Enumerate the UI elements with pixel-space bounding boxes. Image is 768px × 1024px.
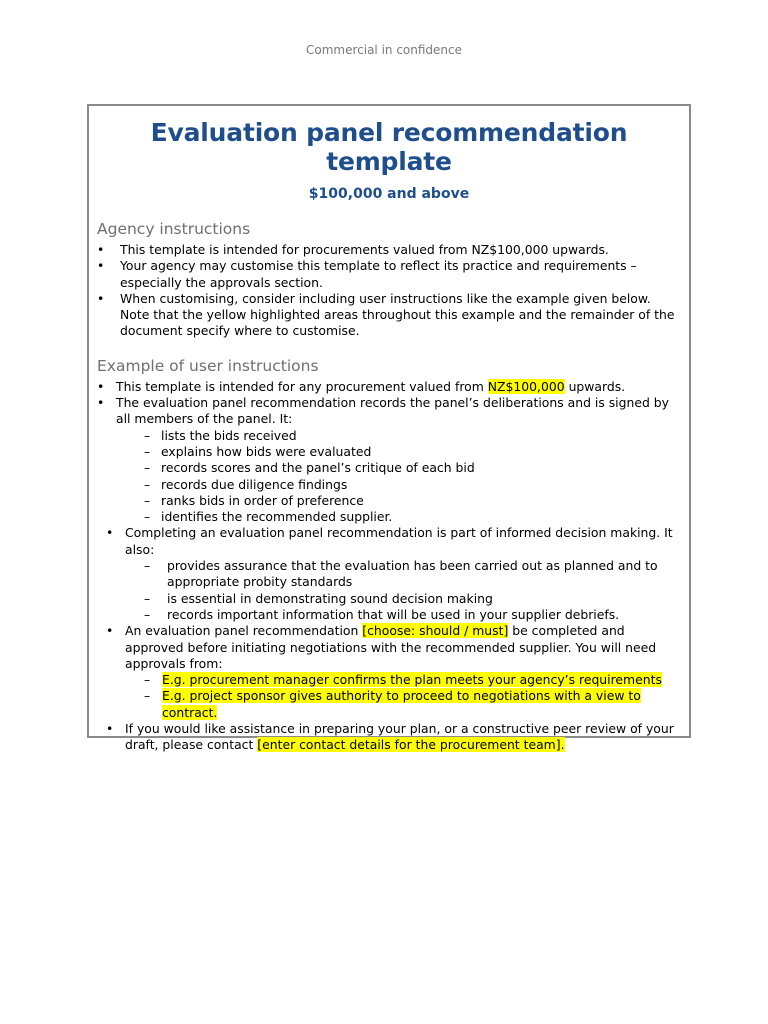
list-item — [97, 525, 681, 623]
sub-list-item: – provides assurance that the evaluation has been carried out as planned and to appropriate probity standards — [125, 558, 681, 591]
highlighted-placeholder: E.g. project sponsor gives authority to proceed to negotiations with a view to contract. — [162, 688, 641, 720]
sub-list-item — [125, 688, 681, 721]
list-item — [97, 395, 681, 525]
document-subtitle: $100,000 and above — [308, 186, 470, 202]
item-text: be completed and approved before initiating negotiations with the recommended supplier. You will need approvals from: — [125, 623, 657, 671]
list-item — [97, 379, 681, 395]
sub-list-item: – ranks bids in order of preference — [116, 493, 681, 509]
user-instructions-heading: Example of user instructions — [97, 356, 319, 375]
sub-list — [125, 558, 681, 623]
highlighted-placeholder: NZ$100,000 — [487, 378, 565, 394]
sub-list-item — [125, 672, 681, 688]
highlighted-placeholder: [choose: should / must] — [362, 623, 509, 639]
sub-list — [116, 428, 681, 526]
sub-list-item: – records due diligence findings — [116, 477, 681, 493]
list-item — [97, 623, 681, 721]
highlighted-placeholder: [enter contact details for the procurement team]. — [257, 737, 565, 753]
item-text: If you would like assistance in preparing your plan, or a constructive peer review of your draft, please contact — [125, 721, 674, 753]
user-instructions-list-continued — [97, 525, 681, 753]
sub-list — [125, 672, 681, 721]
item-text: This template is intended for any procurement valued from — [116, 378, 488, 394]
item-text: An evaluation panel recommendation — [125, 623, 363, 639]
list-item: • This template is intended for procurements valued from NZ$100,000 upwards. — [97, 242, 681, 258]
sub-list-item: – explains how bids were evaluated — [116, 444, 681, 460]
item-text: Completing an evaluation panel recommendation is part of informed decision making. It also: — [125, 525, 673, 557]
list-item: • Your agency may customise this template to reflect its practice and requirements – especially the approvals section. — [97, 258, 681, 291]
list-item: • When customising, consider including user instructions like the example given below. Note that the yellow highlighted areas throughout this example and the remainder of the document specify where to customise. — [97, 291, 681, 340]
item-text: The evaluation panel recommendation records the panel’s deliberations and is signed by all members of the panel. It: — [116, 395, 669, 427]
list-item — [97, 721, 681, 754]
sub-list-item: – lists the bids received — [116, 428, 681, 444]
document-title: Evaluation panel recommendation template — [150, 118, 628, 176]
instructions-box — [87, 104, 691, 753]
sub-list-item: – is essential in demonstrating sound decision making — [125, 591, 681, 607]
page-header: Commercial in confidence — [305, 43, 463, 57]
agency-instructions-heading: Agency instructions — [97, 220, 251, 238]
item-text: upwards. — [564, 378, 626, 394]
sub-list-item: – identifies the recommended supplier. — [116, 509, 681, 525]
sub-list-item: – records important information that will be used in your supplier debriefs. — [125, 607, 681, 623]
highlighted-placeholder: E.g. procurement manager confirms the plan meets your agency’s requirements — [162, 672, 662, 688]
user-instructions-list — [97, 379, 681, 526]
sub-list-item: – records scores and the panel’s critique of each bid — [116, 460, 681, 476]
agency-instructions-list — [97, 242, 681, 340]
